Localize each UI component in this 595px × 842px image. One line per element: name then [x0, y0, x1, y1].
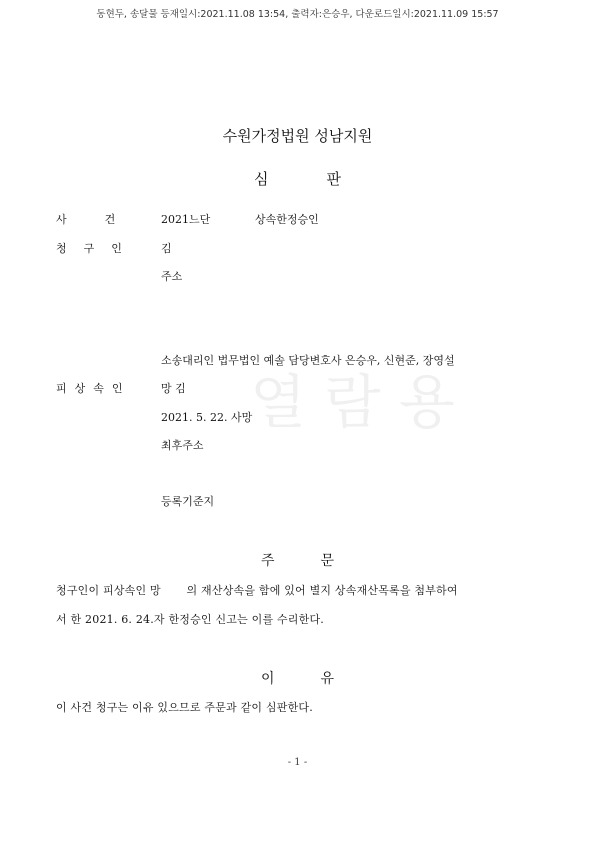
legal-agent: 소송대리인 법무법인 예솔 담당변호사 은승우, 신현준, 장영설 [161, 354, 455, 367]
title-char-left: 심 [254, 170, 269, 188]
case-name: 상속한정승인 [255, 213, 319, 226]
reason-heading: 이 유 [260, 671, 335, 687]
claimant-label: 청 구 인 [56, 242, 122, 255]
print-header: 동현두, 송달물 등재일시:2021.11.08 13:54, 출력자:은승우, 다운로드일시:2021.11.09 15:57 [96, 9, 499, 20]
page-number: - 1 - [287, 757, 308, 768]
claimant-address-label: 주소 [161, 270, 183, 283]
court-name: 수원가정법원 성남지원 [222, 127, 373, 145]
case-number: 2021느단 [161, 213, 211, 226]
reason-text: 이 사건 청구는 이유 있으므로 주문과 같이 심판한다. [56, 701, 313, 714]
decedent-death-date: 2021. 5. 22. 사망 [161, 411, 253, 424]
decedent-registry-label: 등록기준지 [161, 495, 215, 508]
order-line-2: 서 한 2021. 6. 24.자 한정승인 신고는 이를 수리한다. [56, 613, 324, 626]
order-heading: 주 문 [260, 553, 335, 569]
case-label: 사 건 [56, 213, 116, 226]
document-title [0, 168, 595, 189]
title-char-right: 판 [326, 170, 341, 188]
claimant-name: 김 [161, 242, 172, 255]
watermark: 열 람 용 [250, 368, 455, 436]
decedent-label: 피 상 속 인 [56, 382, 123, 395]
decedent-name: 망 김 [161, 382, 186, 395]
decedent-last-address-label: 최후주소 [161, 439, 204, 452]
order-line-1: 청구인이 피상속인 망 의 재산상속을 함에 있어 별지 상속재산목록을 첨부하여 [56, 584, 458, 597]
